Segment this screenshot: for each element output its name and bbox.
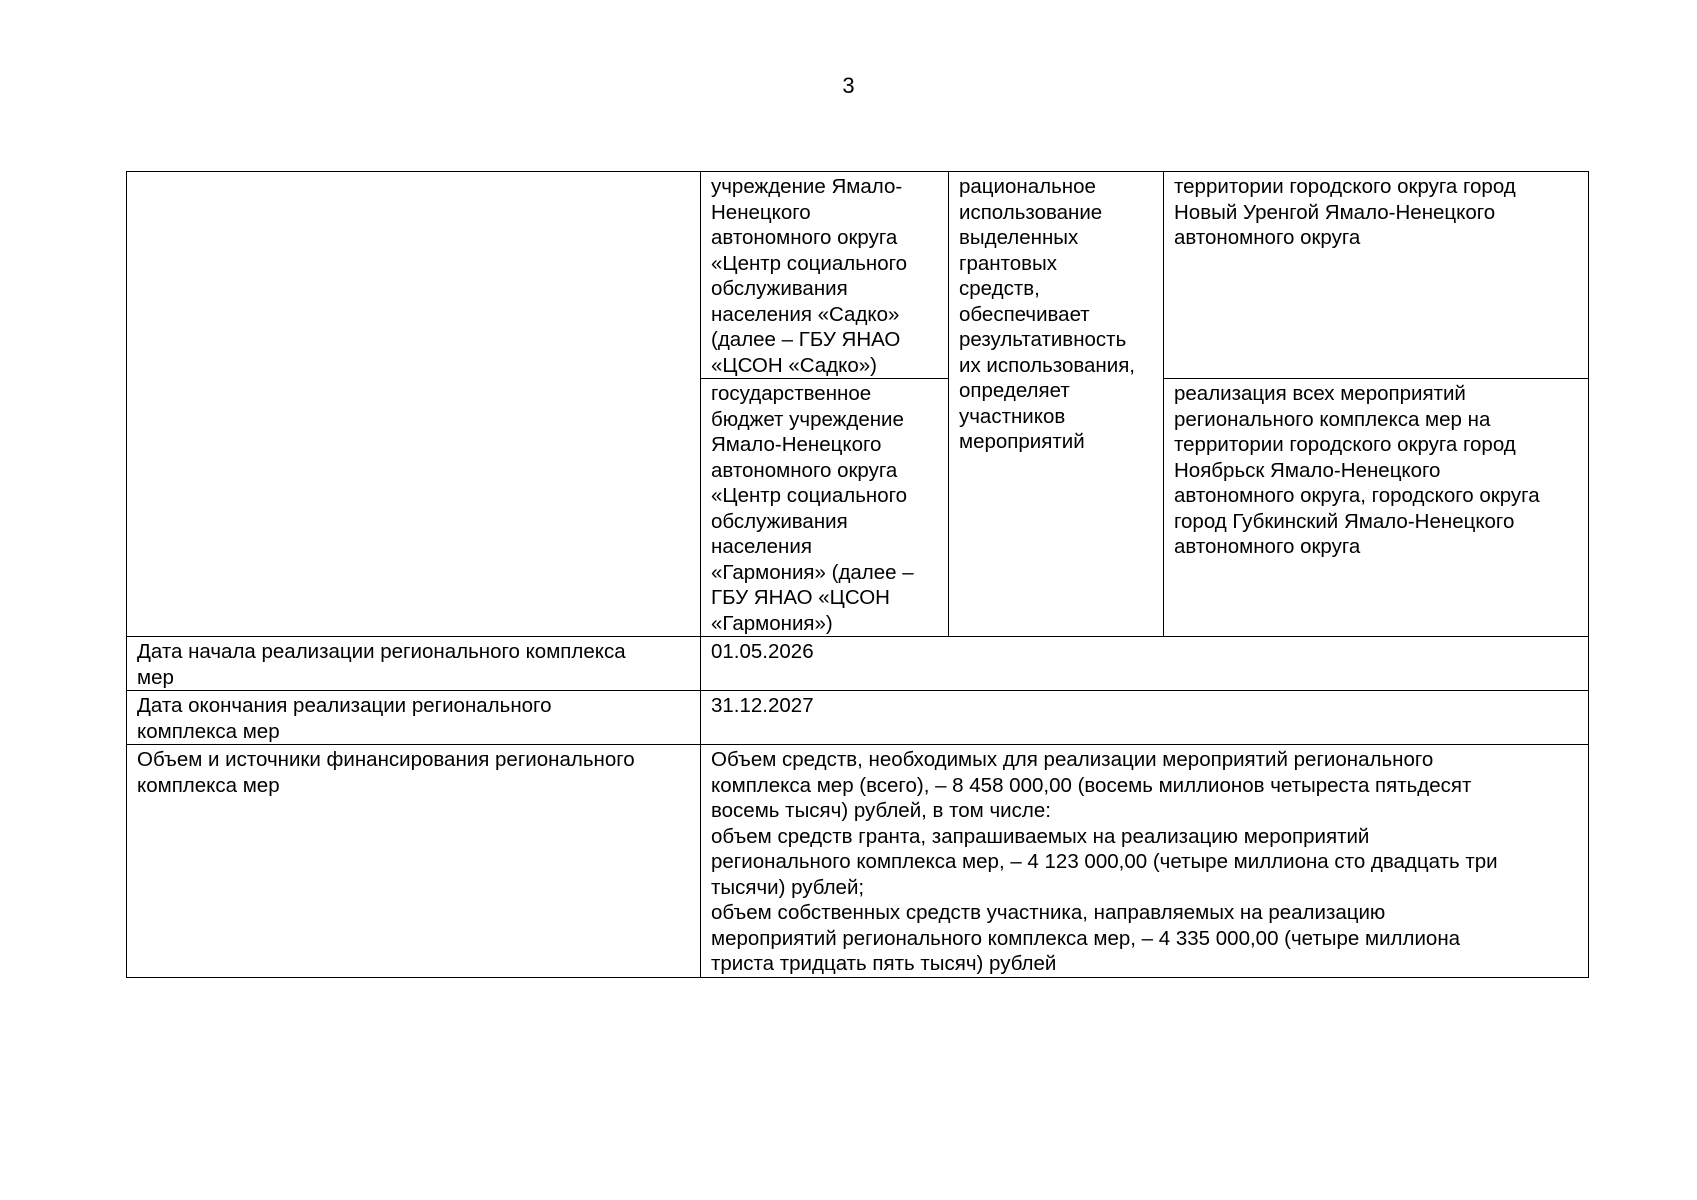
financing-label: Объем и источники финансирования регионального комплекса мер bbox=[127, 745, 701, 978]
document-table bbox=[126, 171, 1589, 978]
end-date-label: Дата окончания реализации регионального комплекса мер bbox=[127, 691, 701, 745]
page-number: 3 bbox=[842, 73, 855, 98]
role-cell: рациональное использование выделенных грантовых средств, обеспечивает результативность их использования, определяет участников мероприятий bbox=[949, 172, 1164, 637]
scope-cell-noyabrsk: реализация всех мероприятий регионального комплекса мер на территории городского округа город Ноябрьск Ямало-Ненецкого автономного округа, городского округа город Губкинский Ямало-Ненецкого автономного округа bbox=[1164, 379, 1589, 637]
org-cell-sadko: учреждение Ямало- Ненецкого автономного округа «Центр социального обслуживания населения «Садко» (далее – ГБУ ЯНАО «ЦСОН «Садко») bbox=[701, 172, 949, 379]
start-date-value: 01.05.2026 bbox=[701, 637, 1589, 691]
start-date-label: Дата начала реализации регионального комплекса мер bbox=[127, 637, 701, 691]
end-date-value: 31.12.2027 bbox=[701, 691, 1589, 745]
org-cell-garmoniya: государственное бюджет учреждение Ямало-Ненецкого автономного округа «Центр социального обслуживания населения «Гармония» (далее – ГБУ ЯНАО «ЦСОН «Гармония») bbox=[701, 379, 949, 637]
table-row bbox=[127, 637, 1589, 691]
table-row bbox=[127, 172, 1589, 379]
empty-label-cell bbox=[127, 172, 701, 637]
financing-value: Объем средств, необходимых для реализации мероприятий регионального комплекса мер (всего), – 8 458 000,00 (восемь миллионов четыреста пятьдесят восемь тысяч) рублей, в том числе: объем средств гранта, запрашиваемых на реализацию мероприятий регионального комплекса мер, – 4 123 000,00 (четыре миллиона сто двадцать три тысячи) рублей; объем собственных средств участника, направляемых на реализацию мероприятий регионального комплекса мер, – 4 335 000,00 (четыре миллиона триста тридцать пять тысяч) рублей bbox=[701, 745, 1589, 978]
scope-cell-novy-urengoy: территории городского округа город Новый Уренгой Ямало-Ненецкого автономного округа bbox=[1164, 172, 1589, 379]
table-row bbox=[127, 745, 1589, 978]
table-row bbox=[127, 691, 1589, 745]
